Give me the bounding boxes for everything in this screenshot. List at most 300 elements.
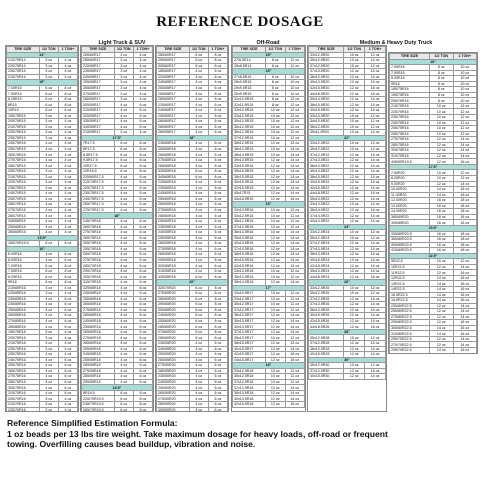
one-ton-dose-cell: 4 oz	[133, 80, 152, 86]
one-ton-dose-cell: 18 oz	[453, 220, 477, 226]
tire-size-cell: 395/85R20	[390, 220, 430, 226]
tire-size-cell: 285/75R18	[82, 235, 115, 241]
one-ton-dose-cell: 6 oz	[133, 174, 152, 180]
half-ton-dose-cell: 4 oz	[189, 340, 208, 346]
tire-size-cell: 275/55R18	[157, 246, 190, 252]
tire-size-cell: 255/55R18	[157, 235, 190, 241]
one-ton-dose-cell: 6 oz	[58, 307, 77, 313]
one-ton-dose-cell: 14 oz	[285, 318, 304, 324]
one-ton-dose-cell: 14 oz	[365, 374, 386, 380]
one-ton-dose-cell: 14 oz	[285, 163, 304, 169]
tire-size-cell: 275/60R18	[157, 207, 190, 213]
half-ton-dose-cell: 4 oz	[189, 157, 208, 163]
one-ton-dose-cell: 6 oz	[133, 279, 152, 285]
tire-size-cell: 285/65R20	[157, 296, 190, 302]
tire-size-cell: 44x18.5R15	[233, 196, 266, 202]
half-ton-dose-cell: 3 oz	[39, 329, 58, 335]
half-ton-dose-cell: 14 oz	[430, 275, 453, 281]
half-ton-dose-cell: 10 oz	[266, 135, 285, 141]
one-ton-dose-cell: 14 oz	[365, 352, 386, 358]
tire-size-cell: 6.50R16	[7, 257, 40, 263]
one-ton-dose-cell: 10 oz	[453, 98, 477, 104]
tire-size-cell: 245/55R20	[157, 346, 190, 352]
half-ton-dose-cell: 6 oz	[114, 157, 133, 163]
tire-size-cell: 295/80R22.5	[390, 320, 430, 326]
half-ton-dose-cell: 4 oz	[114, 374, 133, 380]
half-ton-dose-cell: 4 oz	[189, 191, 208, 197]
tire-size-cell: 245/50R20	[157, 379, 190, 385]
tire-size-cell: 7.50R15	[7, 91, 40, 97]
one-ton-dose-cell: 4 oz	[58, 230, 77, 236]
tire-size-cell: 195/75R16	[7, 329, 40, 335]
half-ton-dose-cell: 12 oz	[266, 257, 285, 263]
half-ton-dose-cell: 10 oz	[344, 130, 365, 136]
tire-size-cell: 245/75R17.5	[82, 196, 115, 202]
one-ton-dose-cell: 6 oz	[208, 185, 227, 191]
half-ton-dose-cell: 10 oz	[430, 176, 453, 182]
half-ton-dose-cell: 4 oz	[189, 196, 208, 202]
one-ton-dose-cell: 4 oz	[58, 202, 77, 208]
half-ton-dose-cell: 4 oz	[39, 318, 58, 324]
half-ton-dose-cell: 4 oz	[189, 357, 208, 363]
one-ton-dose-cell: 12 oz	[365, 113, 386, 119]
tire-size-cell: 255/75R16	[390, 126, 430, 132]
tire-size-cell: 215/75R15	[7, 124, 40, 130]
half-ton-dose-cell: 6 oz	[114, 396, 133, 402]
half-ton-dose-cell: 6 oz	[114, 163, 133, 169]
half-ton-dose-cell: 4 oz	[189, 385, 208, 391]
tire-size-cell: 185/60R17	[157, 69, 190, 75]
tire-size-cell: 33x12.5R17	[233, 296, 266, 302]
tire-size-cell: 235/55R20	[157, 340, 190, 346]
tire-size-cell: 235/80R17.5	[82, 174, 115, 180]
half-ton-dose-cell: 12 oz	[266, 246, 285, 252]
one-ton-dose-cell: 10 oz	[285, 74, 304, 80]
column-header: 1/2 TON	[266, 47, 285, 53]
half-ton-dose-cell: 12 oz	[344, 296, 365, 302]
one-ton-dose-cell: 14 oz	[285, 146, 304, 152]
half-ton-dose-cell: 6 oz	[189, 307, 208, 313]
tire-size-cell: 245/75R15	[7, 141, 40, 147]
one-ton-dose-cell: 12 oz	[285, 63, 304, 69]
one-ton-dose-cell: 14 oz	[365, 96, 386, 102]
one-ton-dose-cell: 14 oz	[365, 257, 386, 263]
table-header-row	[309, 47, 386, 53]
one-ton-dose-cell: 6 oz	[133, 108, 152, 114]
one-ton-dose-cell: 12 oz	[365, 58, 386, 64]
half-ton-dose-cell: 4 oz	[114, 274, 133, 280]
half-ton-dose-cell: 4 oz	[114, 235, 133, 241]
one-ton-dose-cell: 6 oz	[208, 191, 227, 197]
tire-size-cell: 42x15.5R20	[309, 85, 344, 91]
one-ton-dose-cell: 6 oz	[133, 346, 152, 352]
dosage-table	[232, 46, 305, 408]
half-ton-dose-cell: 10 oz	[266, 141, 285, 147]
tire-size-cell: 365/80R20.5	[390, 237, 430, 243]
tire-size-cell: 275/55R17	[82, 91, 115, 97]
one-ton-dose-cell: 16 oz	[453, 270, 477, 276]
half-ton-dose-cell: 6 oz	[189, 335, 208, 341]
tire-size-cell: 39x13.5R17	[233, 318, 266, 324]
one-ton-dose-cell: 6 oz	[208, 124, 227, 130]
one-ton-dose-cell: 6 oz	[208, 379, 227, 385]
half-ton-dose-cell: 6 oz	[39, 91, 58, 97]
half-ton-dose-cell: 4 oz	[189, 146, 208, 152]
tire-size-cell: 38x13.5R16	[233, 230, 266, 236]
one-ton-dose-cell: 6 oz	[133, 374, 152, 380]
rim-size-label: 15.5"	[7, 235, 78, 241]
half-ton-dose-cell: 6 oz	[189, 291, 208, 297]
tire-size-cell: 325/65R18	[82, 285, 115, 291]
half-ton-dose-cell: 6 oz	[114, 169, 133, 175]
half-ton-dose-cell: 12 oz	[266, 390, 285, 396]
one-ton-dose-cell: 6 oz	[133, 313, 152, 319]
tire-size-cell: 285/60R18	[157, 213, 190, 219]
one-ton-dose-cell: 12 oz	[285, 274, 304, 280]
half-ton-dose-cell: 12 oz	[266, 352, 285, 358]
one-ton-dose-cell: 12 oz	[453, 115, 477, 121]
tire-size-cell: 305/75R16	[390, 148, 430, 154]
tire-size-cell: 415/80R20.5	[390, 248, 430, 254]
tire-size-cell: 205/70R16	[7, 396, 40, 402]
half-ton-dose-cell: 12 oz	[344, 374, 365, 380]
half-ton-dose-cell: 12 oz	[344, 324, 365, 330]
half-ton-dose-cell: 4 oz	[189, 374, 208, 380]
one-ton-dose-cell: 12 oz	[285, 102, 304, 108]
one-ton-dose-cell: 6 oz	[58, 379, 77, 385]
half-ton-dose-cell: 12 oz	[266, 241, 285, 247]
one-ton-dose-cell: 14 oz	[365, 185, 386, 191]
one-ton-dose-cell: 12 oz	[285, 130, 304, 136]
tire-size-cell: 265/60R20	[157, 324, 190, 330]
tire-size-cell: 255/70R18	[82, 246, 115, 252]
half-ton-dose-cell: 4 oz	[114, 108, 133, 114]
one-ton-dose-cell: 4 oz	[58, 174, 77, 180]
tire-size-cell: 335/55R18	[157, 274, 190, 280]
one-ton-dose-cell: 8 oz	[208, 291, 227, 297]
one-ton-dose-cell: 10 oz	[453, 76, 477, 82]
tire-size-cell: 285/70R15	[7, 213, 40, 219]
half-ton-dose-cell: 4 oz	[189, 257, 208, 263]
one-ton-dose-cell: 6 oz	[133, 285, 152, 291]
tire-size-cell: 255/75R16	[7, 363, 40, 369]
half-ton-dose-cell: 3 oz	[114, 58, 133, 64]
half-ton-dose-cell: 12 oz	[344, 263, 365, 269]
half-ton-dose-cell: 10 oz	[266, 119, 285, 125]
half-ton-dose-cell: 3 oz	[39, 291, 58, 297]
one-ton-dose-cell: 6 oz	[133, 185, 152, 191]
half-ton-dose-cell: 10 oz	[430, 170, 453, 176]
half-ton-dose-cell: 4 oz	[114, 368, 133, 374]
one-ton-dose-cell: 6 oz	[133, 340, 152, 346]
one-ton-dose-cell: 14 oz	[365, 74, 386, 80]
half-ton-dose-cell: 12 oz	[266, 174, 285, 180]
tire-size-cell: 27/8.5R14	[233, 58, 266, 64]
one-ton-dose-cell: 6 oz	[58, 296, 77, 302]
tire-size-cell: 205/75R16	[390, 98, 430, 104]
tire-size-cell: 235/75R15	[7, 135, 40, 141]
half-ton-dose-cell: 12 oz	[344, 91, 365, 97]
one-ton-dose-cell: 8 oz	[58, 241, 77, 247]
one-ton-dose-cell: 14 oz	[453, 153, 477, 159]
one-ton-dose-cell: 14 oz	[365, 152, 386, 158]
half-ton-dose-cell: 10 oz	[344, 291, 365, 297]
half-ton-dose-cell: 12 oz	[266, 346, 285, 352]
tire-size-cell: 12R22.5	[390, 275, 430, 281]
rim-size-label: 30"	[309, 357, 386, 363]
tire-size-cell: 265/75R16	[390, 131, 430, 137]
half-ton-dose-cell: 3 oz	[114, 130, 133, 136]
one-ton-dose-cell: 8 oz	[208, 318, 227, 324]
tire-size-cell: 235/75R17.5	[82, 191, 115, 197]
table-row	[157, 407, 228, 412]
one-ton-dose-cell: 14 oz	[365, 241, 386, 247]
tire-size-cell: 215/85R16	[7, 285, 40, 291]
one-ton-dose-cell: 6 oz	[133, 352, 152, 358]
tire-size-cell: 255/55R17	[82, 80, 115, 86]
tire-size-cell: 215/55R17	[82, 130, 115, 136]
one-ton-dose-cell: 14 oz	[365, 313, 386, 319]
tire-size-cell: 255/65R17	[157, 85, 190, 91]
half-ton-dose-cell: 12 oz	[344, 152, 365, 158]
column-header: TIRE SIZE	[390, 54, 430, 60]
tire-size-cell: 12R16.5	[82, 169, 115, 175]
half-ton-dose-cell: 3 oz	[114, 85, 133, 91]
half-ton-dose-cell: 3 oz	[39, 340, 58, 346]
half-ton-dose-cell: 16 oz	[430, 237, 453, 243]
half-ton-dose-cell: 10 oz	[266, 230, 285, 236]
rim-size-label: 16"	[7, 246, 78, 252]
tire-size-cell: 38x13.5R24	[309, 252, 344, 258]
one-ton-dose-cell: 8 oz	[58, 108, 77, 114]
one-ton-dose-cell: 16 oz	[453, 187, 477, 193]
tire-size-cell: 275/75R16	[390, 137, 430, 143]
one-ton-dose-cell: 16 oz	[285, 357, 304, 363]
half-ton-dose-cell: 14 oz	[430, 192, 453, 198]
one-ton-dose-cell: 8 oz	[133, 407, 152, 412]
one-ton-dose-cell: 12 oz	[285, 379, 304, 385]
tire-size-cell: 265/50R20	[157, 390, 190, 396]
half-ton-dose-cell: 14 oz	[430, 286, 453, 292]
half-ton-dose-cell: 6 oz	[189, 169, 208, 175]
one-ton-dose-cell: 6 oz	[208, 152, 227, 158]
tire-size-cell: 33x12.5R15	[233, 113, 266, 119]
tire-size-cell: 205/75R16	[7, 335, 40, 341]
half-ton-dose-cell: 4 oz	[189, 252, 208, 258]
tire-size-cell: 225/65R17	[157, 74, 190, 80]
one-ton-dose-cell: 6 oz	[208, 102, 227, 108]
half-ton-dose-cell: 10 oz	[266, 218, 285, 224]
one-ton-dose-cell: 6 oz	[133, 124, 152, 130]
half-ton-dose-cell: 12 oz	[344, 108, 365, 114]
one-ton-dose-cell: 4 oz	[58, 146, 77, 152]
half-ton-dose-cell: 10 oz	[266, 146, 285, 152]
tire-size-cell: 33x12.5R16	[233, 213, 266, 219]
tire-size-cell: 37x12.5R22	[309, 152, 344, 158]
one-ton-dose-cell: 16 oz	[365, 91, 386, 97]
half-ton-dose-cell: 4 oz	[39, 363, 58, 369]
tire-size-cell: 165/70R15.5	[7, 241, 40, 247]
half-ton-dose-cell: 14 oz	[430, 281, 453, 287]
one-ton-dose-cell: 12 oz	[285, 268, 304, 274]
one-ton-dose-cell: 6 oz	[133, 180, 152, 186]
one-ton-dose-cell: 16 oz	[453, 292, 477, 298]
tire-size-cell: 42x15.5R15	[233, 185, 266, 191]
tire-size-cell: 37x12.5R20	[309, 63, 344, 69]
one-ton-dose-cell: 6 oz	[133, 257, 152, 263]
dosage-table-heavy-duty-1	[388, 52, 478, 354]
half-ton-dose-cell: 4 oz	[189, 74, 208, 80]
one-ton-dose-cell: 12 oz	[453, 176, 477, 182]
tire-size-cell: 38x13.5R18	[233, 390, 266, 396]
one-ton-dose-cell: 12 oz	[453, 170, 477, 176]
one-ton-dose-cell: 12 oz	[285, 302, 304, 308]
tire-size-cell: 305/55R18	[157, 263, 190, 269]
half-ton-dose-cell: 10 oz	[266, 274, 285, 280]
tire-size-cell: 7.50R20	[390, 170, 430, 176]
tire-size-cell: 35x13.5R24	[309, 268, 344, 274]
half-ton-dose-cell: 4 oz	[114, 324, 133, 330]
rim-size-label: 17.5"	[390, 164, 477, 170]
one-ton-dose-cell: 10 oz	[453, 70, 477, 76]
tire-size-cell: 7.00R16	[7, 263, 40, 269]
tire-size-cell: 265/65R15	[7, 230, 40, 236]
one-ton-dose-cell: 6 oz	[208, 340, 227, 346]
tire-size-cell: 305/70R18	[82, 274, 115, 280]
one-ton-dose-cell: 4 oz	[58, 407, 77, 412]
half-ton-dose-cell: 4 oz	[189, 113, 208, 119]
one-ton-dose-cell: 6 oz	[133, 218, 152, 224]
tire-size-cell: 265/60R18	[82, 329, 115, 335]
tire-size-cell: 37x13.5R26	[309, 302, 344, 308]
half-ton-dose-cell: 4 oz	[189, 119, 208, 125]
half-ton-dose-cell: 3 oz	[39, 58, 58, 64]
one-ton-dose-cell: 14 oz	[365, 218, 386, 224]
tire-size-cell: 8R17.5	[82, 146, 115, 152]
tire-size-cell: 37x13.5R17	[233, 329, 266, 335]
dosage-table-light-truck-3	[155, 45, 229, 412]
tire-size-cell: 37x12.5R17	[233, 307, 266, 313]
tire-size-cell: 33x12.5R26	[309, 285, 344, 291]
half-ton-dose-cell: 12 oz	[266, 402, 285, 408]
one-ton-dose-cell: 12 oz	[453, 259, 477, 265]
tire-size-cell: 225/85R16	[7, 291, 40, 297]
half-ton-dose-cell: 4 oz	[189, 218, 208, 224]
one-ton-dose-cell: 14 oz	[285, 180, 304, 186]
half-ton-dose-cell: 12 oz	[430, 303, 453, 309]
one-ton-dose-cell: 6 oz	[58, 313, 77, 319]
tire-size-cell: 38x15.5R16	[233, 252, 266, 258]
one-ton-dose-cell: 8 oz	[133, 402, 152, 408]
half-ton-dose-cell: 4 oz	[114, 352, 133, 358]
tire-size-cell: 225/55R17	[82, 63, 115, 69]
tire-size-cell: 235/75R16	[390, 115, 430, 121]
one-ton-dose-cell: 14 oz	[365, 368, 386, 374]
tire-size-cell: 235/55R17	[82, 69, 115, 75]
tire-size-cell: 37x14.5R16	[233, 246, 266, 252]
tire-size-cell: 275/65R18	[82, 307, 115, 313]
rim-size-label: 18"	[157, 135, 228, 141]
tire-size-cell: 35x12.5R26	[309, 291, 344, 297]
tire-size-cell: 44x18.5R24	[309, 274, 344, 280]
half-ton-dose-cell: 4 oz	[114, 357, 133, 363]
tire-size-cell: 205/75R15	[7, 119, 40, 125]
table-row	[7, 407, 78, 412]
rim-size-label: 17.5"	[82, 135, 153, 141]
tire-size-cell: 38x13.5R15	[233, 146, 266, 152]
one-ton-dose-cell: 4 oz	[58, 157, 77, 163]
one-ton-dose-cell: 8 oz	[133, 396, 152, 402]
tire-size-cell: 38x15.5R22	[309, 174, 344, 180]
half-ton-dose-cell: 12 oz	[430, 314, 453, 320]
tire-size-cell: 275/55R20	[157, 363, 190, 369]
tire-size-cell: 275/85R16	[7, 318, 40, 324]
one-ton-dose-cell: 6 oz	[208, 390, 227, 396]
tire-size-cell: 245/65R18	[82, 291, 115, 297]
tire-size-cell: 7R17.5	[82, 141, 115, 147]
tire-size-cell: 7.00R16	[390, 65, 430, 71]
dosage-table	[6, 46, 78, 412]
tire-size-cell: 18.5R22.5	[390, 298, 430, 304]
one-ton-dose-cell: 4 oz	[133, 58, 152, 64]
one-ton-dose-cell: 4 oz	[58, 69, 77, 75]
half-ton-dose-cell: 12 oz	[266, 396, 285, 402]
tire-size-cell: 28x9.5R15	[233, 80, 266, 86]
one-ton-dose-cell: 6 oz	[133, 329, 152, 335]
tire-size-cell: 205/70R15	[7, 169, 40, 175]
half-ton-dose-cell: 12 oz	[266, 163, 285, 169]
tire-size-cell: 245/60R17	[157, 108, 190, 114]
tire-size-cell: 36x14.5R22	[309, 207, 344, 213]
half-ton-dose-cell: 12 oz	[266, 169, 285, 175]
half-ton-dose-cell: 8 oz	[266, 74, 285, 80]
tire-size-cell: 35x11.5R20	[309, 130, 344, 136]
tire-size-cell: 44x18.5R17	[233, 357, 266, 363]
one-ton-dose-cell: 14 oz	[285, 246, 304, 252]
one-ton-dose-cell: 6 oz	[133, 379, 152, 385]
half-ton-dose-cell: 6 oz	[189, 285, 208, 291]
half-ton-dose-cell: 10 oz	[266, 368, 285, 374]
half-ton-dose-cell: 3 oz	[39, 285, 58, 291]
half-ton-dose-cell: 10 oz	[344, 124, 365, 130]
tire-size-cell: 245/60R18	[82, 318, 115, 324]
one-ton-dose-cell: 18 oz	[453, 214, 477, 220]
tire-size-cell: 35x12.5R28	[309, 335, 344, 341]
tire-size-cell: 35x12.5R30	[309, 363, 344, 369]
one-ton-dose-cell: 8 oz	[208, 324, 227, 330]
rim-size-label: 22"	[309, 135, 386, 141]
half-ton-dose-cell: 12 oz	[344, 302, 365, 308]
half-ton-dose-cell: 3 oz	[114, 74, 133, 80]
half-ton-dose-cell: 14 oz	[430, 325, 453, 331]
one-ton-dose-cell: 12 oz	[365, 119, 386, 125]
tire-size-cell: 44x18.5R26	[309, 324, 344, 330]
one-ton-dose-cell: 8 oz	[208, 174, 227, 180]
tire-size-cell: 255/60R20	[157, 318, 190, 324]
tire-size-cell: 295/60R18	[157, 218, 190, 224]
tire-size-cell: 40x17R15	[233, 191, 266, 197]
half-ton-dose-cell: 4 oz	[39, 213, 58, 219]
one-ton-dose-cell: 16 oz	[453, 331, 477, 337]
one-ton-dose-cell: 6 oz	[58, 363, 77, 369]
tire-size-cell: 315/55R18	[157, 268, 190, 274]
half-ton-dose-cell: 6 oz	[114, 141, 133, 147]
half-ton-dose-cell: 12 oz	[266, 252, 285, 258]
one-ton-dose-cell: 6 oz	[133, 335, 152, 341]
half-ton-dose-cell: 3 oz	[39, 69, 58, 75]
column-header: 1 TON+	[58, 47, 77, 53]
tire-size-cell: 37x12.5R18	[233, 379, 266, 385]
